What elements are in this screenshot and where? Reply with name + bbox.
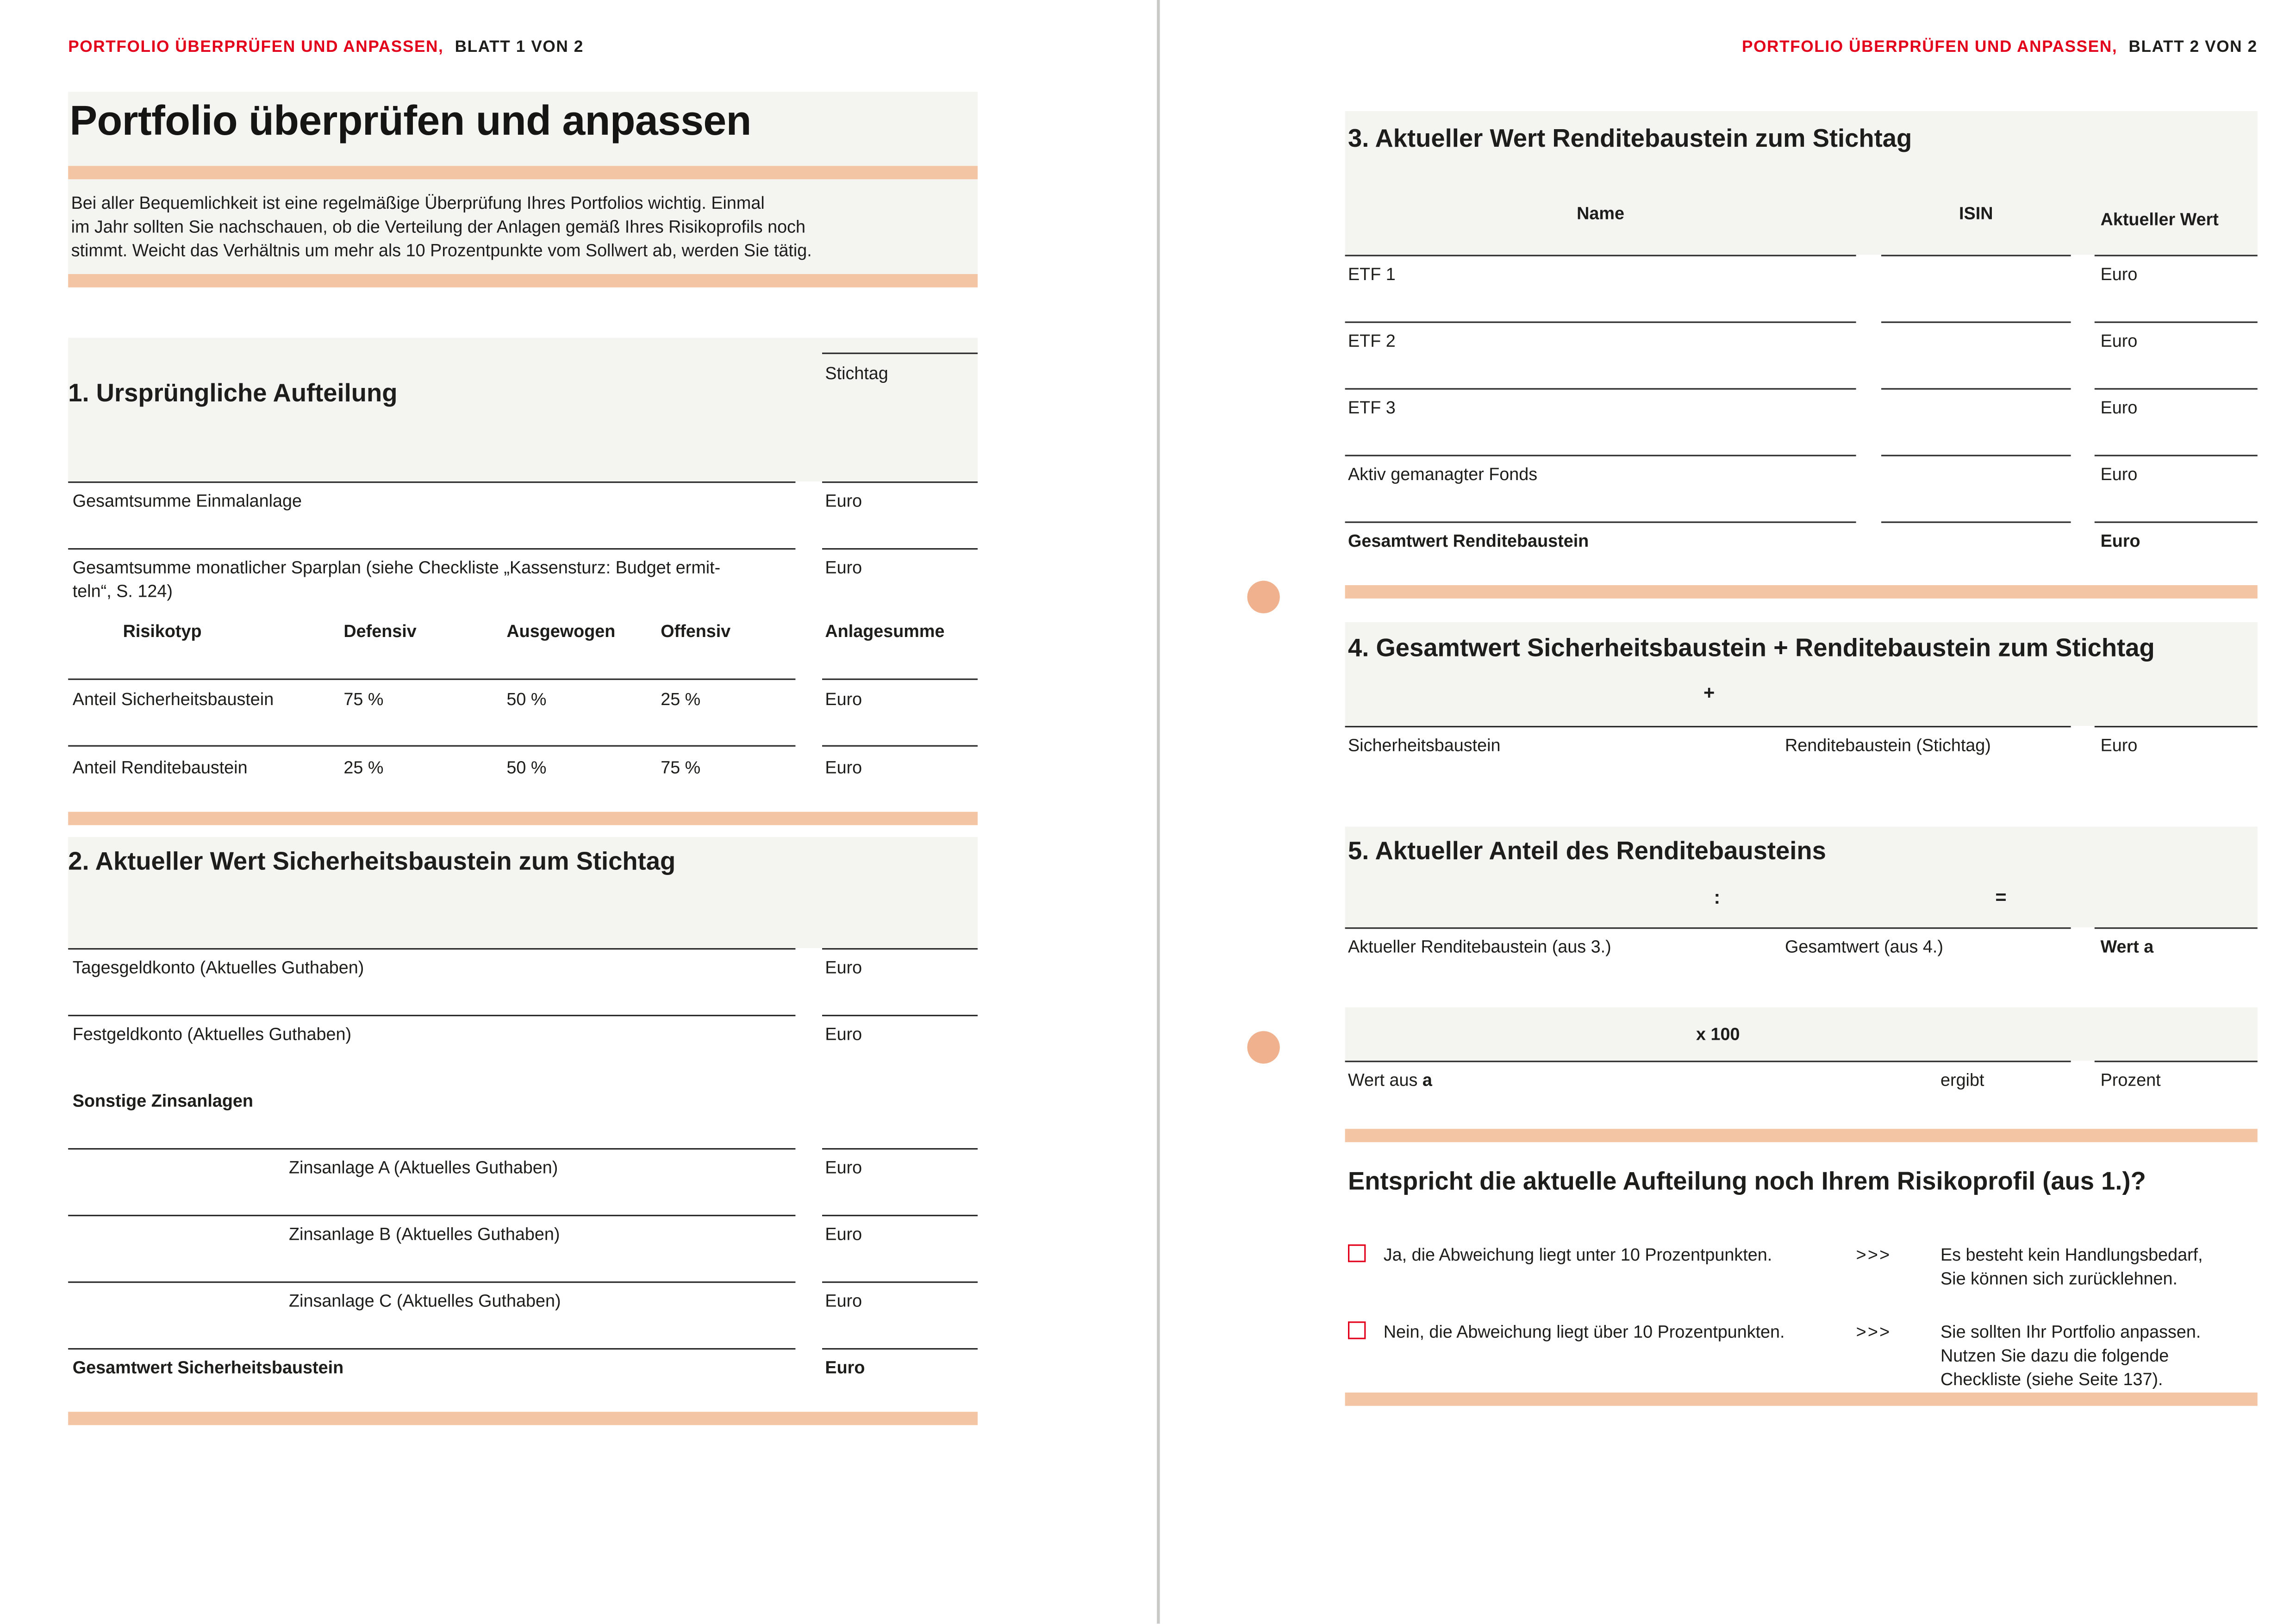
sparplan-label-line: Gesamtsumme monatlicher Sparplan (siehe Checkliste „Kassensturz: Budget ermit- <box>72 557 721 578</box>
fonds-label: Aktiv gemanagter Fonds <box>1348 463 1538 485</box>
arrow-chevrons: >>> <box>1856 1321 1891 1343</box>
col-header-isin: ISIN <box>1959 203 1993 224</box>
checkbox-nein[interactable] <box>1348 1321 1366 1339</box>
table-cell: 50 % <box>506 689 547 710</box>
peach-divider-7 <box>1345 1393 2258 1406</box>
equals-operator: = <box>1995 886 2007 908</box>
stichtag-label: Stichtag <box>825 363 888 384</box>
etf2-name-line[interactable] <box>1345 321 1856 323</box>
table-row-label: Anteil Sicherheitsbaustein <box>72 689 274 710</box>
wert-aus-a-label <box>1348 1068 1432 1092</box>
zinsanlage-a-fill-line[interactable] <box>68 1148 795 1149</box>
summe-unit-line[interactable] <box>2095 726 2258 727</box>
option-ja-result <box>1940 1243 2203 1290</box>
peach-divider-3 <box>68 812 978 825</box>
festgeld-unit-line[interactable] <box>822 1015 978 1016</box>
table-rule <box>68 679 795 680</box>
wert-aus-bold-a: a <box>1422 1069 1432 1091</box>
page2-header-sheet: BLATT 2 VON 2 <box>2128 38 2258 56</box>
fonds-isin-line[interactable] <box>1881 455 2071 456</box>
option-ja-label: Ja, die Abweichung liegt unter 10 Prozentpunkten. <box>1383 1244 1772 1265</box>
etf2-label: ETF 2 <box>1348 330 1396 351</box>
einmalanlage-unit-line[interactable] <box>822 481 978 483</box>
anlagesumme-fill-line[interactable] <box>822 745 978 747</box>
table-row-label: Anteil Renditebaustein <box>72 757 248 778</box>
gesamtwert-sicherheit-label: Gesamtwert Sicherheitsbaustein <box>72 1357 344 1378</box>
anlagesumme-fill-line[interactable] <box>822 679 978 680</box>
page1-header-sheet: BLATT 1 VON 2 <box>455 38 584 56</box>
unit-label: Euro <box>2100 530 2140 551</box>
result-line: Sie sollten Ihr Portfolio anpassen. <box>1940 1321 2201 1343</box>
table-cell: 75 % <box>343 689 384 710</box>
zinsanlage-a-label: Zinsanlage A (Aktuelles Guthaben) <box>289 1157 558 1178</box>
gesamtwert-rendite-isin-line[interactable] <box>1881 521 2071 523</box>
etf3-name-line[interactable] <box>1345 388 1856 389</box>
result-line: Checkliste (siehe Seite 137). <box>1940 1368 2163 1390</box>
question-heading: Entspricht die aktuelle Aufteilung noch Ihrem Risikoprofil (aus 1.)? <box>1348 1167 2146 1196</box>
unit-label: Euro <box>825 957 862 978</box>
unit-label: Euro <box>2100 463 2138 485</box>
etf2-isin-line[interactable] <box>1881 321 2071 323</box>
page-gutter <box>1157 0 1160 1624</box>
section5-heading: 5. Aktueller Anteil des Renditebausteins <box>1348 837 1826 865</box>
intro-line: im Jahr sollten Sie nachschauen, ob die Verteilung der Anlagen gemäß Ihres Risikoprofils noch <box>71 216 806 237</box>
peach-divider-2 <box>68 274 978 287</box>
aktueller-rendite-label: Aktueller Renditebaustein (aus 3.) <box>1348 936 1611 957</box>
tagesgeld-fill-line[interactable] <box>68 948 795 949</box>
intro-line: Bei aller Bequemlichkeit ist eine regelmäßige Überprüfung Ihres Portfolios wichtig. Einmal <box>71 193 765 213</box>
section2-heading: 2. Aktueller Wert Sicherheitsbaustein zum Stichtag <box>68 847 676 876</box>
gesamtwert-rendite-wert-line[interactable] <box>2095 521 2258 523</box>
checkbox-ja[interactable] <box>1348 1244 1366 1262</box>
festgeld-label: Festgeldkonto (Aktuelles Guthaben) <box>72 1024 352 1044</box>
margin-dot-1 <box>1247 581 1279 613</box>
col-header-offensiv: Offensiv <box>661 620 731 642</box>
zinsanlage-b-fill-line[interactable] <box>68 1215 795 1216</box>
unit-label: Euro <box>825 1157 862 1178</box>
wert-aus-prefix: Wert aus <box>1348 1069 1423 1091</box>
etf1-isin-line[interactable] <box>1881 255 2071 256</box>
etf3-wert-line[interactable] <box>2095 388 2258 389</box>
wert-a-fill-line[interactable] <box>2095 927 2258 929</box>
tagesgeld-label: Tagesgeldkonto (Aktuelles Guthaben) <box>72 957 364 978</box>
section4-heading: 4. Gesamtwert Sicherheitsbaustein + Renditebaustein zum Stichtag <box>1348 634 2155 662</box>
col-header-risikotyp: Risikotyp <box>123 620 202 642</box>
einmalanlage-label: Gesamtsumme Einmalanlage <box>72 490 302 511</box>
zinsanlage-c-label: Zinsanlage C (Aktuelles Guthaben) <box>289 1290 561 1311</box>
peach-divider-1 <box>68 166 978 179</box>
intro-line: stimmt. Weicht das Verhältnis um mehr als 10 Prozentpunkte vom Sollwert ab, werden Sie tätig. <box>71 240 812 261</box>
option-nein-label: Nein, die Abweichung liegt über 10 Prozentpunkten. <box>1383 1321 1785 1343</box>
prozent-fill-line[interactable] <box>2095 1061 2258 1062</box>
unit-label: Euro <box>825 490 862 511</box>
section1-panel <box>68 338 978 481</box>
table-cell: 50 % <box>506 757 547 778</box>
unit-label: Euro <box>825 557 862 578</box>
col-header-anlagesumme: Anlagesumme <box>825 620 945 642</box>
unit-label: Euro <box>2100 735 2138 756</box>
col-header-aktueller-wert: Aktueller Wert <box>2100 209 2219 230</box>
margin-dot-2 <box>1247 1031 1279 1063</box>
prozent-label: Prozent <box>2100 1069 2161 1091</box>
sparplan-fill-line[interactable] <box>68 548 795 550</box>
unit-label: Euro <box>825 1290 862 1311</box>
etf1-label: ETF 1 <box>1348 263 1396 285</box>
x100-multiplier: x 100 <box>1696 1024 1740 1044</box>
table-cell: 25 % <box>661 689 701 710</box>
table-cell: 25 % <box>343 757 384 778</box>
gesamtwert-rendite-line[interactable] <box>1345 521 1856 523</box>
einmalanlage-fill-line[interactable] <box>68 481 795 483</box>
etf1-name-line[interactable] <box>1345 255 1856 256</box>
zinsanlage-c-unit-line[interactable] <box>822 1281 978 1283</box>
document-title: Portfolio überprüfen und anpassen <box>69 98 751 144</box>
page1-header <box>68 38 584 56</box>
peach-divider-5 <box>1345 585 2258 599</box>
zinsanlage-c-fill-line[interactable] <box>68 1281 795 1283</box>
divide-operator: : <box>1714 886 1721 908</box>
festgeld-fill-line[interactable] <box>68 1015 795 1016</box>
unit-label: Euro <box>2100 263 2138 285</box>
result-line: Nutzen Sie dazu die folgende <box>1940 1345 2169 1366</box>
unit-label: Euro <box>2100 330 2138 351</box>
option-nein-result <box>1940 1320 2201 1391</box>
gesamtwert-sicherheit-fill-line[interactable] <box>68 1348 795 1349</box>
page2-header <box>1345 38 2258 56</box>
result-line: Es besteht kein Handlungsbedarf, <box>1940 1244 2203 1265</box>
renditebaustein-label: Renditebaustein (Stichtag) <box>1785 735 1991 756</box>
wert-aus-a-fill-line[interactable] <box>1345 1061 2071 1062</box>
sparplan-unit-line[interactable] <box>822 548 978 550</box>
unit-label: Euro <box>825 1024 862 1044</box>
unit-label: Euro <box>825 689 862 710</box>
stichtag-fill-line[interactable] <box>822 353 978 354</box>
plus-operator: + <box>1703 681 1715 704</box>
gesamtwert-rendite-label: Gesamtwert Renditebaustein <box>1348 530 1589 551</box>
result-line: Sie können sich zurücklehnen. <box>1940 1268 2178 1289</box>
section5b-panel <box>1345 1007 2258 1061</box>
col-header-name: Name <box>1577 203 1624 224</box>
section3-heading: 3. Aktueller Wert Renditebaustein zum Stichtag <box>1348 124 1912 153</box>
etf3-isin-line[interactable] <box>1881 388 2071 389</box>
wert-a-label: Wert a <box>2100 936 2154 957</box>
sicherheitsbaustein-label: Sicherheitsbaustein <box>1348 735 1501 756</box>
summe-fill-line[interactable] <box>1345 726 2071 727</box>
fonds-wert-line[interactable] <box>2095 455 2258 456</box>
page1-header-title: PORTFOLIO ÜBERPRÜFEN UND ANPASSEN, <box>68 38 444 56</box>
page2-header-title: PORTFOLIO ÜBERPRÜFEN UND ANPASSEN, <box>1742 38 2118 56</box>
etf3-label: ETF 3 <box>1348 397 1396 418</box>
intro-paragraph <box>71 191 812 262</box>
zinsanlage-b-label: Zinsanlage B (Aktuelles Guthaben) <box>289 1224 560 1244</box>
etf1-wert-line[interactable] <box>2095 255 2258 256</box>
table-cell: 75 % <box>661 757 701 778</box>
unit-label: Euro <box>2100 397 2138 418</box>
peach-divider-4 <box>68 1412 978 1425</box>
arrow-chevrons: >>> <box>1856 1244 1891 1265</box>
tagesgeld-unit-line[interactable] <box>822 948 978 949</box>
zinsanlage-b-unit-line[interactable] <box>822 1215 978 1216</box>
ergibt-label: ergibt <box>1940 1069 1984 1091</box>
sonstige-zinsanlagen-subheading: Sonstige Zinsanlagen <box>72 1090 253 1111</box>
etf2-wert-line[interactable] <box>2095 321 2258 323</box>
fonds-name-line[interactable] <box>1345 455 1856 456</box>
col-header-ausgewogen: Ausgewogen <box>506 620 616 642</box>
unit-label: Euro <box>825 1357 865 1378</box>
section1-heading: 1. Ursprüngliche Aufteilung <box>68 379 398 407</box>
gesamtwert-label: Gesamtwert (aus 4.) <box>1785 936 1943 957</box>
unit-label: Euro <box>825 1224 862 1244</box>
zinsanlage-a-unit-line[interactable] <box>822 1148 978 1149</box>
peach-divider-6 <box>1345 1129 2258 1142</box>
sparplan-label <box>73 556 720 603</box>
anteil-fill-line[interactable] <box>1345 927 2071 929</box>
gesamtwert-sicherheit-unit-line[interactable] <box>822 1348 978 1349</box>
sparplan-label-line: teln“, S. 124) <box>72 581 173 602</box>
col-header-defensiv: Defensiv <box>343 620 417 642</box>
table-rule <box>68 745 795 747</box>
unit-label: Euro <box>825 757 862 778</box>
